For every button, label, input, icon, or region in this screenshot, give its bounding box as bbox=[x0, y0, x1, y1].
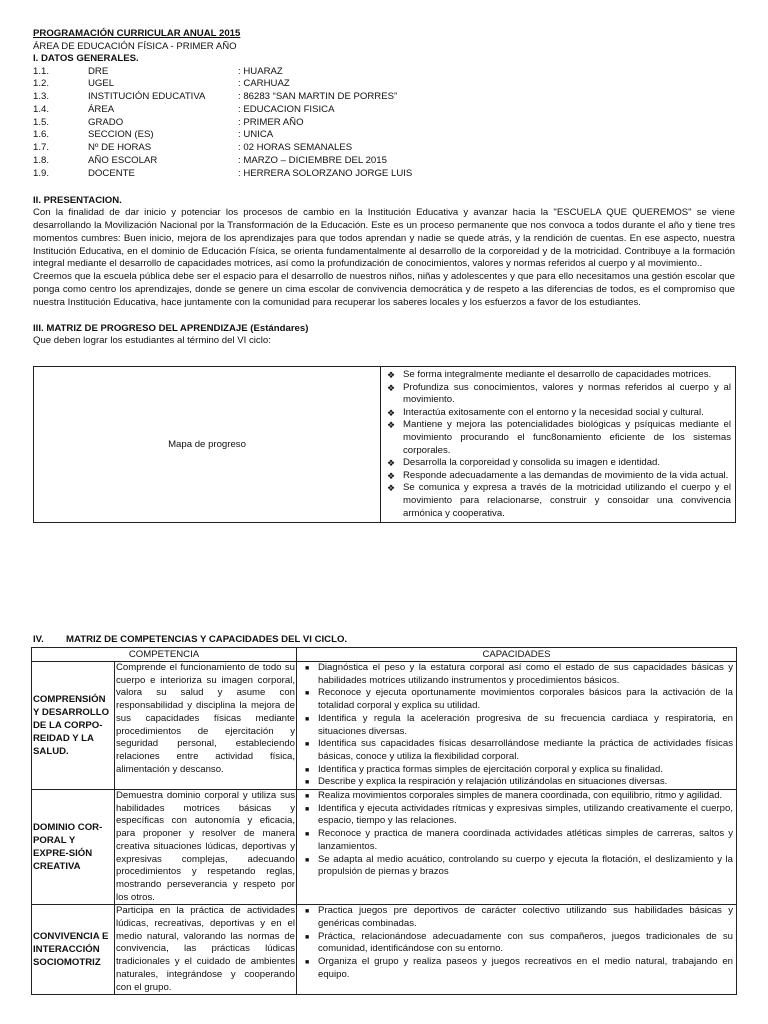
progress-bullet-item bbox=[385, 470, 731, 483]
progress-bullet-text: Interactúa exitosamente con el entorno y la necesidad social y cultural. bbox=[403, 406, 704, 418]
square-bullet-icon: ■ bbox=[305, 665, 310, 672]
competency-description: Demuestra dominio corporal y utiliza sus habilidades motrices básicas y específicas con autonomía y eficacia, para proponer y resolver de manera creativa situaciones lúdicas, deportivas y expresivas complejas, adecuando procedimientos y respetando reglas, mostrando perseverancia y respeto por los otros. bbox=[115, 790, 297, 905]
capacities-list bbox=[299, 905, 733, 981]
progress-bullet-text: Se comunica y expresa a través de la motricidad utilizando el cuerpo y el movimiento para relacionarse, construir y consoidar una convivencia armónica y cooperativa. bbox=[403, 482, 731, 519]
square-bullet-icon: ■ bbox=[305, 805, 310, 813]
row-number: 1.4. bbox=[33, 103, 50, 115]
general-data-row bbox=[33, 78, 735, 91]
competencies-body bbox=[32, 662, 737, 995]
capacity-text: Reconoce y practica de manera coordinada actividades atléticas simples de carreras, saltos y lanzamientos. bbox=[318, 828, 733, 852]
capacity-item bbox=[299, 854, 733, 879]
row-key: INSTITUCIÓN EDUCATIVA bbox=[88, 91, 206, 103]
row-value: : 02 HORAS SEMANALES bbox=[238, 142, 353, 154]
row-key: DOCENTE bbox=[88, 167, 135, 179]
row-key: AÑO ESCOLAR bbox=[88, 155, 158, 167]
competency-row bbox=[32, 905, 737, 995]
diamond-bullet-icon: ❖ bbox=[387, 420, 396, 431]
diamond-bullet-icon: ❖ bbox=[387, 382, 396, 393]
row-number: 1.8. bbox=[33, 155, 50, 167]
row-value: : EDUCACION FISICA bbox=[238, 103, 335, 115]
row-value: : PRIMER AÑO bbox=[238, 116, 304, 128]
progress-matrix-table bbox=[33, 366, 736, 523]
presentation-paragraph-1: Con la finalidad de dar inicio y potenciar los procesos de cambio en la Institución Educativa y avanzar hacia la "ESCUELA QUE QUEREMOS" se viene desarrollando la Movilización Nacional por la Transformación de la Educación. Este es un proceso permanente que nos convoca a todos durante el año y tiene tres momentos cumbres: Buen inicio, mejora de los aprendizajes para que todos aprendan y nadie se quede atrás, y la rendición de cuentas. En ese aspecto, nuestra Institución Educativa, en el dominio de Educación Física, se orienta fundamentalmente al desarrollo de la corporeidad y de la motricidad. Contribuye a la formación integral mediante el desarrollo de capacidades motrices, así como la profundización de conocimientos, valores y normas referidos al cuerpo y al movimiento.. bbox=[33, 207, 735, 270]
capacity-text: Práctica, relacionándose adecuadamente con sus compañeros, juegos tradicionales de su comunidad, identificándose con su entorno. bbox=[318, 930, 733, 955]
capacity-item bbox=[299, 764, 733, 777]
square-bullet-icon: ■ bbox=[305, 959, 310, 967]
competencies-table bbox=[31, 647, 737, 995]
capacities-list bbox=[299, 790, 733, 879]
capacities-list bbox=[299, 662, 733, 789]
capacity-text: Identifica y ejecuta actividades rítmicas y expresivas simples, utilizando creativamente el cuerpo, espacio, tiempo y las relaciones. bbox=[318, 802, 733, 827]
competency-name: COMPRENSIÓN Y DESARROLLO DE LA CORPO-REIDAD Y LA SALUD. bbox=[32, 662, 115, 790]
row-value: : HUARAZ bbox=[238, 65, 283, 77]
progress-bullet-text: Profundiza sus conocimientos, valores y normas referidos al cuerpo y al movimiento. bbox=[403, 381, 731, 406]
document-subtitle: ÁREA DE EDUCACIÓN FÍSICA - PRIMER AÑO bbox=[33, 40, 237, 52]
capacity-item bbox=[299, 687, 733, 712]
competencies-header-row bbox=[32, 648, 737, 662]
progress-bullet-item bbox=[385, 482, 731, 520]
section-1-heading: I. DATOS GENERALES. bbox=[33, 53, 139, 64]
row-key: GRADO bbox=[88, 116, 124, 128]
row-number: 1.5. bbox=[33, 116, 50, 128]
square-bullet-icon: ■ bbox=[305, 690, 310, 698]
diamond-bullet-icon: ❖ bbox=[387, 483, 396, 494]
square-bullet-icon: ■ bbox=[305, 741, 310, 749]
row-number: 1.9. bbox=[33, 167, 50, 179]
capacity-text: Identifica y regula la aceleración progresiva de su frecuencia cardiaca y respiratoria, en situaciones diversas. bbox=[318, 712, 733, 737]
capacity-text: Describe y explica la respiración y relajación utilizándolas en situaciones diversas. bbox=[318, 776, 668, 788]
document-page bbox=[33, 28, 735, 348]
row-value: : HERRERA SOLORZANO JORGE LUIS bbox=[238, 167, 413, 179]
row-number: 1.2. bbox=[33, 78, 50, 90]
row-number: 1.1. bbox=[33, 65, 50, 77]
capacity-item bbox=[299, 803, 733, 828]
row-key: UGEL bbox=[88, 78, 115, 90]
capacity-text: Organiza el grupo y realiza paseos y juegos recreativos en el medio natural, trabajando en equipo. bbox=[318, 956, 733, 980]
row-key: ÁREA bbox=[88, 103, 115, 115]
capacity-text: Practica juegos pre deportivos de carácter colectivo utilizando sus habilidades básicas y genéricas combinadas. bbox=[318, 905, 733, 930]
section-3-heading: III. MATRIZ DE PROGRESO DEL APRENDIZAJE (Estándares) bbox=[33, 322, 309, 334]
square-bullet-icon: ■ bbox=[305, 793, 310, 801]
row-value: : CARHUAZ bbox=[238, 78, 290, 90]
general-data-row bbox=[33, 155, 735, 168]
competency-description: Comprende el funcionamiento de todo su cuerpo e interioriza su imagen corporal, valora su salud y asume con responsabilidad y disciplina la mejora de sus capacidades físicas mediante procedimientos de ejercitación y seguridad personal, estableciendo relaciones entre actividad física, alimentación y descanso. bbox=[115, 662, 297, 790]
general-data-row bbox=[33, 129, 735, 142]
capacity-item bbox=[299, 738, 733, 763]
capacity-text: Identifica y practica formas simples de ejercitación corporal y explica su finalidad. bbox=[318, 763, 664, 775]
capacity-item bbox=[299, 828, 733, 853]
row-key: DRE bbox=[88, 65, 109, 77]
section-4-number: IV. bbox=[33, 634, 44, 645]
diamond-bullet-icon: ❖ bbox=[387, 458, 396, 469]
capacity-item bbox=[299, 956, 733, 981]
progress-bullet-text: Mantiene y mejora las potencialidades biológicas y psíquicas mediante el movimiento procurando el func8onamiento eficiente de los sistemas corporales. bbox=[403, 419, 731, 456]
progress-bullet-item bbox=[385, 382, 731, 407]
presentation-paragraph-2: Creemos que la escuela pública debe ser el espacio para el desarrollo de nuestros niños, niñas y adolescentes y que para ello necesitamos una gestión escolar que ponga como centro los aprendizajes, donde se genere un cima escolar de convivencia democrática y de respeto a las diferencias de todos, es el compromiso que nuestra Institución Educativa, hace juntamente con la comunidad para recuperar los saberes locales y los esfuerzos a favor de los estudiantes. bbox=[33, 271, 735, 308]
row-value: : UNICA bbox=[238, 129, 274, 141]
row-value: : MARZO – DICIEMBRE DEL 2015 bbox=[238, 155, 387, 167]
capacity-text: Realiza movimientos corporales simples de manera coordinada, con equilibrio, ritmo y agilidad. bbox=[318, 790, 723, 802]
diamond-bullet-icon: ❖ bbox=[387, 407, 396, 418]
diamond-bullet-icon: ❖ bbox=[387, 370, 396, 380]
row-value: : 86283 “SAN MARTIN DE PORRES” bbox=[238, 91, 398, 103]
capacity-item bbox=[299, 905, 733, 930]
row-number: 1.7. bbox=[33, 142, 50, 154]
document-title: PROGRAMACIÓN CURRICULAR ANUAL 2015 bbox=[33, 28, 241, 39]
competency-row bbox=[32, 790, 737, 905]
progress-map-label: Mapa de progreso bbox=[34, 367, 381, 523]
progress-bullet-list bbox=[385, 369, 731, 520]
competency-row bbox=[32, 662, 737, 790]
section-3-intro: Que deben lograr los estudiantes al término del VI ciclo: bbox=[33, 335, 271, 347]
square-bullet-icon: ■ bbox=[305, 856, 310, 864]
section-2-heading: II. PRESENTACION. bbox=[33, 194, 122, 206]
capacities-cell bbox=[297, 790, 737, 905]
competency-name: DOMINIO COR-PORAL Y EXPRE-SIÓN CREATIVA bbox=[32, 790, 115, 905]
square-bullet-icon: ■ bbox=[305, 933, 310, 941]
capacity-text: Reconoce y ejecuta oportunamente movimientos corporales básicos para la activación de la totalidad corporal y explica su utilidad. bbox=[318, 687, 733, 712]
row-number: 1.6. bbox=[33, 129, 50, 141]
general-data-row bbox=[33, 142, 735, 155]
general-data-row bbox=[33, 117, 735, 130]
diamond-bullet-icon: ❖ bbox=[387, 470, 396, 481]
general-data-row bbox=[33, 168, 735, 181]
competency-description: Participa en la práctica de actividades lúdicas, recreativas, deportivas y en el medio natural, valorando las normas de convivencia, las prácticas lúdicas tradicionales y el cuidado de ambientes naturales, integrándose y cooperando con el grupo. bbox=[115, 905, 297, 995]
capacities-cell bbox=[297, 905, 737, 995]
capacity-item bbox=[299, 931, 733, 956]
capacity-item bbox=[299, 662, 733, 687]
progress-map-cell bbox=[381, 367, 736, 523]
progress-bullet-text: Responde adecuadamente a las demandas de movimiento de la vida actual. bbox=[403, 469, 729, 481]
progress-bullet-item bbox=[385, 419, 731, 457]
header-capacidades: CAPACIDADES bbox=[297, 648, 737, 662]
capacity-item bbox=[299, 713, 733, 738]
section-4-heading bbox=[33, 634, 347, 646]
general-data-row bbox=[33, 91, 735, 104]
general-data-list bbox=[33, 66, 735, 181]
progress-bullet-item bbox=[385, 369, 731, 382]
progress-bullet-item bbox=[385, 457, 731, 470]
capacity-text: Se adapta al medio acuático, controlando su cuerpo y ejecuta la flotación, el deslizamiento y la propulsión de piernas y brazos bbox=[318, 853, 733, 878]
square-bullet-icon: ■ bbox=[305, 779, 310, 787]
section-4-title: MATRIZ DE COMPETENCIAS Y CAPACIDADES DEL VI CICLO. bbox=[66, 634, 348, 645]
row-key: Nº DE HORAS bbox=[88, 142, 152, 154]
square-bullet-icon: ■ bbox=[305, 715, 310, 723]
square-bullet-icon: ■ bbox=[305, 766, 310, 774]
capacity-text: Diagnóstica el peso y la estatura corporal así como el estado de sus capacidades básicas y habilidades motrices utilizando instrumentos y procedimientos básicos. bbox=[318, 662, 733, 686]
capacity-text: Identifica sus capacidades físicas desarrollándose mediante la práctica de actividades físicas básicas, conoce y utiliza la flexibilidad corporal. bbox=[318, 738, 733, 762]
competency-name: CONVIVENCIA E INTERACCIÓN SOCIOMOTRIZ bbox=[32, 905, 115, 995]
capacities-cell bbox=[297, 662, 737, 790]
general-data-row bbox=[33, 104, 735, 117]
capacity-item bbox=[299, 790, 733, 803]
header-competencia: COMPETENCIA bbox=[32, 648, 297, 662]
progress-bullet-text: Se forma integralmente mediante el desarrollo de capacidades motrices. bbox=[403, 369, 712, 380]
progress-matrix-row bbox=[34, 367, 736, 523]
square-bullet-icon: ■ bbox=[305, 831, 310, 839]
capacity-item bbox=[299, 776, 733, 789]
general-data-row bbox=[33, 66, 735, 79]
row-key: SECCION (ES) bbox=[88, 129, 154, 141]
progress-bullet-item bbox=[385, 407, 731, 420]
row-number: 1.3. bbox=[33, 91, 50, 103]
square-bullet-icon: ■ bbox=[305, 908, 310, 916]
progress-bullet-text: Desarrolla la corporeidad y consolida su imagen e identidad. bbox=[403, 457, 661, 469]
